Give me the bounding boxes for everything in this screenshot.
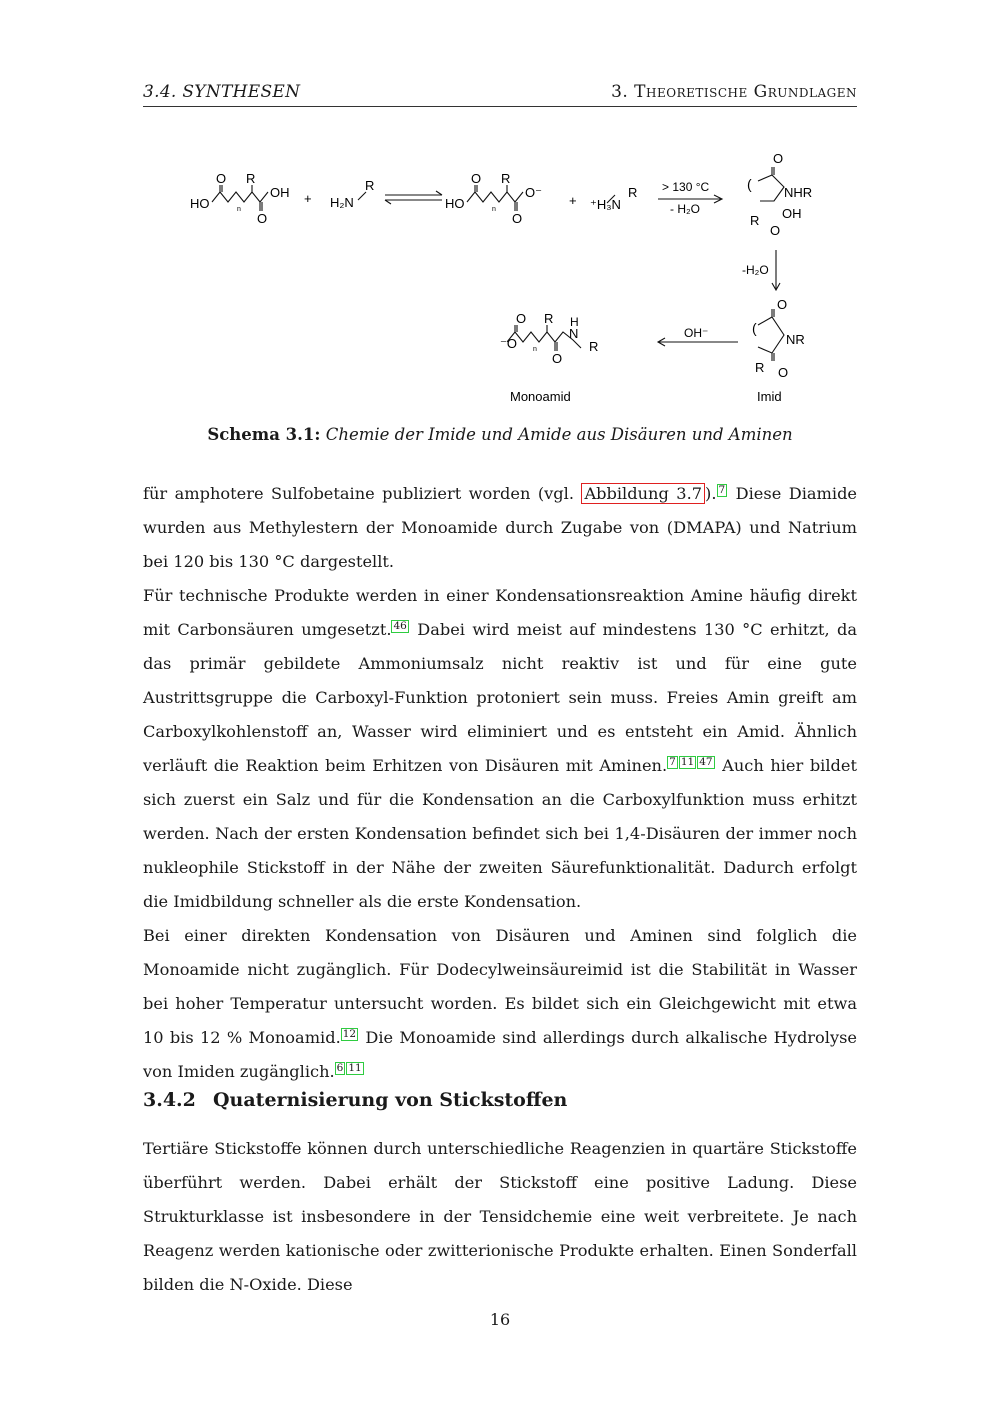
label-paren: ( (752, 320, 757, 336)
label-n: N (569, 326, 579, 341)
label-ho: HO (190, 196, 210, 211)
header-chapter: 3. Theoretische Grundlagen (611, 82, 857, 102)
citation-link[interactable]: 12 (342, 1027, 357, 1040)
label-h3n: ⁺H₃N (590, 197, 621, 212)
section-title: Quaternisierung von Stickstoffen (213, 1089, 568, 1111)
label-minus-o: ⁻O (500, 336, 517, 351)
plus-sign: + (304, 191, 312, 206)
label-nr: NR (786, 332, 805, 347)
label-n: n (492, 206, 496, 213)
label-h2n: H₂N (330, 195, 354, 210)
label-o: O (770, 223, 781, 238)
label-n: n (533, 346, 537, 353)
label-dehydrate: -H₂O (742, 263, 769, 277)
label-n: n (237, 206, 241, 213)
condition-temperature: > 130 °C (662, 180, 710, 194)
citation-link[interactable]: 11 (680, 755, 695, 768)
label-r: R (365, 178, 375, 193)
citation-link[interactable]: 46 (393, 619, 407, 632)
citation-link[interactable]: 7 (669, 755, 676, 768)
label-o: O (257, 211, 268, 226)
citation-link[interactable]: 6 (336, 1061, 344, 1074)
citation-link[interactable]: 7 (718, 483, 726, 496)
label-o: O (512, 211, 523, 226)
label-oh: OH (782, 206, 802, 221)
paragraph-1 (143, 477, 857, 579)
label-r: R (246, 171, 256, 186)
text-span: Für technische Produkte werden in einer Kondensationsreaktion Amine häufig direkt mit Carbonsäuren umgesetzt. (143, 586, 857, 639)
citation-link[interactable]: 47 (699, 755, 713, 768)
compound-imid: Imid (757, 389, 782, 404)
plus-sign: + (569, 193, 577, 208)
label-nhr: NHR (784, 185, 813, 200)
running-header (143, 82, 857, 107)
section-text (143, 1132, 857, 1302)
figure-link[interactable]: Abbildung 3.7 (581, 483, 705, 504)
compound-monoamid: Monoamid (510, 389, 571, 404)
text-span: Bei einer direkten Kondensation von Disäuren und Aminen sind folglich die Monoamide nicht zugänglich. Für Dodecylweinsäureimid ist die Stabilität in Wasser bei hoher Temperatur untersucht worden. Es bildet sich ein Gleichgewicht mit etwa 10 bis 12 % Monoamid. (143, 926, 857, 1047)
label-o: O (773, 151, 784, 166)
label-r: R (501, 171, 511, 186)
text-span: ). (705, 484, 717, 503)
label-o: O (778, 365, 789, 380)
label-paren: ( (747, 176, 752, 192)
label-r: R (628, 185, 638, 200)
label-o: O (516, 311, 527, 326)
text-span: für amphotere Sulfobetaine publiziert worden (vgl. (143, 484, 582, 503)
text-span: Diese Diamide wurden aus Methylestern der Monoamide durch Zugabe von (DMAPA) und Natrium bei 120 bis 130 °C dargestellt. (143, 484, 858, 571)
paragraph-2 (143, 579, 857, 919)
section-heading (143, 1089, 567, 1111)
caption-text: Chemie der Imide und Amide aus Disäuren und Aminen (325, 425, 793, 444)
text-span: Dabei wird meist auf mindestens 130 °C erhitzt, da das primär gebildete Ammoniumsalz nicht reaktiv ist und für eine gute Austrittsgruppe die Carboxyl-Funktion protoniert sein muss. Freies Amin greift am Carboxylkohlenstoff an, Wasser wird eliminiert und es entsteht ein Amid. Ähnlich verläuft die Reaktion beim Erhitzen von Disäuren mit Aminen. (143, 620, 857, 775)
paragraph-4: Tertiäre Stickstoffe können durch unterschiedliche Reagenzien in quartäre Stickstoffe überführt werden. Dabei erhält der Stickstoff eine positive Ladung. Diese Strukturklasse ist insbesondere in der Tensidchemie eine weit verbreitete. Je nach Reagenz werden kationische oder zwitterionische Produkte erhalten. Einen Sonderfall bilden die N-Oxide. Diese (143, 1139, 857, 1294)
label-o: O (471, 171, 482, 186)
condition-water-loss: - H₂O (670, 202, 700, 216)
text-span: Auch hier bildet sich zuerst ein Salz und für die Kondensation an die Carboxylfunktion muss erhitzt werden. Nach der ersten Kondensation befindet sich bei 1,4-Disäuren der immer noch nukleophile Stickstoff in der Nähe der zweiten Säurefunktionalität. Dadurch erfolgt die Imidbildung schneller als die erste Kondensation. (143, 756, 857, 911)
label-h: H (570, 315, 579, 329)
section-number: 3.4.2 (143, 1089, 196, 1111)
label-o: O (552, 351, 563, 366)
reaction-scheme (180, 145, 840, 415)
label-oh: OH (270, 185, 290, 200)
citation-link[interactable]: 11 (348, 1061, 362, 1074)
header-section: 3.4. SYNTHESEN (143, 82, 301, 102)
label-o: O (777, 297, 788, 312)
label-r: R (755, 360, 765, 375)
label-ho: HO (445, 196, 465, 211)
label-r: R (750, 213, 760, 228)
text-span: Die Monoamide sind allerdings durch alkalische Hydrolyse von Imiden zugänglich. (143, 1028, 858, 1081)
label-r: R (544, 311, 554, 326)
main-text (143, 477, 857, 1089)
label-hydroxide: OH⁻ (684, 326, 709, 340)
caption-label: Schema 3.1: (207, 425, 321, 444)
label-o: O (216, 171, 227, 186)
label-r: R (589, 339, 599, 354)
page-number: 16 (489, 1310, 511, 1329)
paragraph-3 (143, 919, 857, 1089)
label-o-minus: O⁻ (525, 185, 542, 200)
figure-caption (0, 425, 1000, 444)
